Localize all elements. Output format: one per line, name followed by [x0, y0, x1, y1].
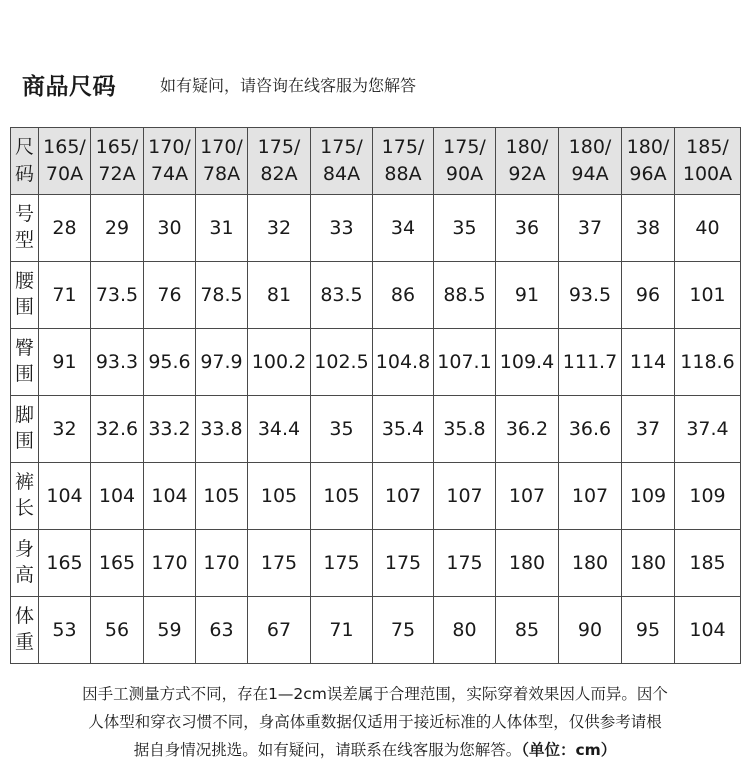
table-cell: 95.6: [144, 329, 196, 396]
table-cell: 90: [559, 597, 622, 664]
table-cell: 180: [559, 530, 622, 597]
table-cell: 34.4: [248, 396, 311, 463]
table-cell: 114: [622, 329, 675, 396]
table-row: [11, 463, 741, 530]
table-row: [11, 329, 741, 396]
size-height-text: 170/: [148, 136, 191, 159]
size-header-cell: [39, 128, 91, 195]
table-cell: 73.5: [91, 262, 144, 329]
size-height-text: 185/: [686, 136, 729, 159]
row-label-top: 脚: [14, 404, 34, 427]
table-cell: 75: [373, 597, 434, 664]
size-header-label-top: 尺: [14, 136, 34, 159]
table-cell: 71: [311, 597, 373, 664]
table-cell: 78.5: [196, 262, 248, 329]
row-label-bottom: 重: [14, 631, 34, 653]
size-height-text: 175/: [257, 136, 301, 159]
table-cell: 107: [559, 463, 622, 530]
size-waist-text: 90A: [445, 163, 484, 185]
size-header-cell: [196, 128, 248, 195]
size-header-cell: [675, 128, 741, 195]
table-row: [11, 530, 741, 597]
row-label: [11, 530, 39, 597]
size-waist-text: 94A: [571, 163, 609, 185]
table-cell: 175: [248, 530, 311, 597]
table-row: [11, 262, 741, 329]
size-note-line-1: 因手工测量方式不同，存在1—2cm误差属于合理范围，实际穿着效果因人而异。因个: [82, 685, 668, 703]
table-cell: 33.8: [196, 396, 248, 463]
size-waist-text: 100A: [682, 163, 733, 185]
size-waist-text: 96A: [629, 163, 667, 185]
table-cell: 111.7: [559, 329, 622, 396]
size-height-text: 175/: [320, 136, 363, 159]
size-header-label-bottom: 码: [14, 163, 34, 185]
row-label: [11, 329, 39, 396]
table-cell: 34: [373, 195, 434, 262]
row-label-bottom: 围: [14, 296, 34, 318]
size-header-cell: [622, 128, 675, 195]
table-cell: 107.1: [434, 329, 496, 396]
table-cell: 37: [622, 396, 675, 463]
table-cell: 180: [496, 530, 559, 597]
table-cell: 104: [39, 463, 91, 530]
size-waist-text: 82A: [260, 163, 298, 185]
table-cell: 36: [496, 195, 559, 262]
size-header-cell: [311, 128, 373, 195]
table-cell: 109: [622, 463, 675, 530]
table-cell: 185: [675, 530, 741, 597]
size-header-cell: [434, 128, 496, 195]
page-header: [22, 66, 416, 102]
table-cell: 104: [91, 463, 144, 530]
table-cell: 97.9: [196, 329, 248, 396]
table-cell: 40: [675, 195, 741, 262]
table-cell: 93.5: [559, 262, 622, 329]
size-height-text: 180/: [505, 136, 549, 159]
table-cell: 165: [91, 530, 144, 597]
table-cell: 59: [144, 597, 196, 664]
size-header-label: [11, 128, 39, 195]
table-cell: 36.2: [496, 396, 559, 463]
table-cell: 38: [622, 195, 675, 262]
row-label: [11, 396, 39, 463]
table-cell: 29: [91, 195, 144, 262]
table-cell: 81: [248, 262, 311, 329]
table-cell: 88.5: [434, 262, 496, 329]
size-header-row: [11, 128, 741, 195]
table-cell: 118.6: [675, 329, 741, 396]
size-header-cell: [144, 128, 196, 195]
table-cell: 101: [675, 262, 741, 329]
size-height-text: 175/: [381, 136, 425, 159]
row-label: [11, 597, 39, 664]
row-label: [11, 262, 39, 329]
size-height-text: 165/: [43, 136, 86, 159]
table-cell: 91: [39, 329, 91, 396]
table-cell: 76: [144, 262, 196, 329]
table-cell: 104: [675, 597, 741, 664]
size-waist-text: 74A: [150, 163, 189, 185]
row-label: [11, 195, 39, 262]
table-cell: 85: [496, 597, 559, 664]
size-waist-text: 84A: [322, 163, 361, 185]
size-chart-table: [10, 127, 741, 664]
table-cell: 56: [91, 597, 144, 664]
table-cell: 104.8: [373, 329, 434, 396]
table-cell: 35: [311, 396, 373, 463]
table-cell: 175: [311, 530, 373, 597]
table-cell: 105: [248, 463, 311, 530]
size-header-cell: [91, 128, 144, 195]
row-label-bottom: 高: [14, 564, 34, 586]
row-label-bottom: 围: [14, 363, 34, 385]
size-note-line-2: 人体型和穿衣习惯不同，身高体重数据仅适用于接近标准的人体体型，仅供参考请根: [88, 713, 662, 731]
table-cell: 71: [39, 262, 91, 329]
table-row: [11, 396, 741, 463]
size-header-cell: [373, 128, 434, 195]
table-cell: 104: [144, 463, 196, 530]
row-label-top: 号: [14, 203, 34, 226]
row-label-top: 腰: [14, 270, 34, 293]
table-cell: 67: [248, 597, 311, 664]
table-cell: 180: [622, 530, 675, 597]
table-cell: 170: [196, 530, 248, 597]
row-label-top: 身: [14, 538, 34, 561]
row-label-top: 裤: [14, 471, 34, 494]
size-waist-text: 78A: [202, 163, 241, 185]
table-cell: 105: [311, 463, 373, 530]
table-cell: 32.6: [91, 396, 144, 463]
table-cell: 96: [622, 262, 675, 329]
table-cell: 36.6: [559, 396, 622, 463]
table-cell: 100.2: [248, 329, 311, 396]
row-label-bottom: 围: [14, 430, 34, 452]
table-cell: 165: [39, 530, 91, 597]
table-cell: 83.5: [311, 262, 373, 329]
table-cell: 170: [144, 530, 196, 597]
table-cell: 91: [496, 262, 559, 329]
size-waist-text: 88A: [384, 163, 422, 185]
unit-note: （单位：cm）: [521, 741, 617, 759]
size-note-line-3: [12, 736, 738, 764]
size-note: [12, 680, 738, 764]
table-cell: 95: [622, 597, 675, 664]
table-cell: 107: [373, 463, 434, 530]
row-label-bottom: 型: [14, 229, 34, 251]
table-cell: 107: [496, 463, 559, 530]
table-cell: 33: [311, 195, 373, 262]
table-cell: 63: [196, 597, 248, 664]
size-header-cell: [496, 128, 559, 195]
table-cell: 37.4: [675, 396, 741, 463]
row-label-top: 臀: [14, 337, 34, 360]
table-cell: 32: [39, 396, 91, 463]
page-title: 商品尺码: [22, 73, 116, 100]
table-cell: 109: [675, 463, 741, 530]
size-header-cell: [248, 128, 311, 195]
table-cell: 102.5: [311, 329, 373, 396]
table-cell: 28: [39, 195, 91, 262]
table-cell: 53: [39, 597, 91, 664]
table-cell: 86: [373, 262, 434, 329]
table-cell: 93.3: [91, 329, 144, 396]
size-height-text: 180/: [568, 136, 612, 159]
page-subtitle: 如有疑问，请咨询在线客服为您解答: [160, 75, 417, 95]
table-cell: 175: [434, 530, 496, 597]
size-waist-text: 70A: [45, 163, 84, 185]
size-height-text: 180/: [626, 136, 670, 159]
table-cell: 30: [144, 195, 196, 262]
table-row: [11, 597, 741, 664]
table-row: [11, 195, 741, 262]
table-cell: 35: [434, 195, 496, 262]
table-cell: 35.4: [373, 396, 434, 463]
table-cell: 35.8: [434, 396, 496, 463]
table-cell: 32: [248, 195, 311, 262]
table-cell: 107: [434, 463, 496, 530]
size-height-text: 165/: [95, 136, 139, 159]
size-waist-text: 92A: [508, 163, 546, 185]
size-height-text: 175/: [443, 136, 486, 159]
size-header-cell: [559, 128, 622, 195]
table-cell: 105: [196, 463, 248, 530]
row-label-bottom: 长: [14, 497, 34, 519]
row-label-top: 体: [14, 605, 34, 628]
table-cell: 31: [196, 195, 248, 262]
table-cell: 37: [559, 195, 622, 262]
size-height-text: 170/: [200, 136, 243, 159]
table-cell: 109.4: [496, 329, 559, 396]
size-waist-text: 72A: [98, 163, 136, 185]
row-label: [11, 463, 39, 530]
table-cell: 33.2: [144, 396, 196, 463]
table-cell: 175: [373, 530, 434, 597]
table-cell: 80: [434, 597, 496, 664]
size-note-line-3-text: 据自身情况挑选。如有疑问，请联系在线客服为您解答。: [133, 741, 522, 759]
